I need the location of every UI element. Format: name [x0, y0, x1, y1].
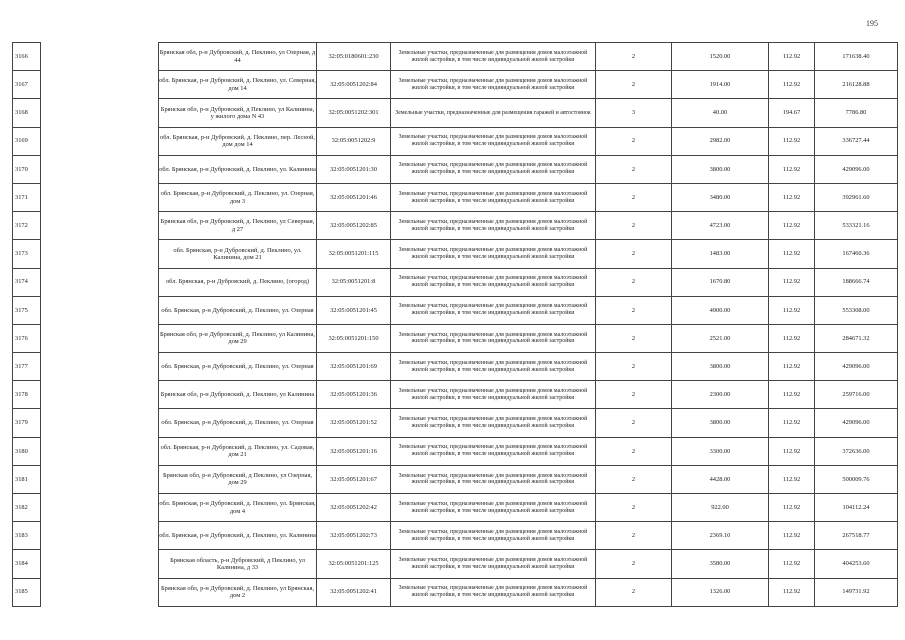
- specific-value-cell: 112.92: [769, 212, 815, 240]
- table-row: [13, 578, 898, 606]
- address-cell: обл. Брянская, р-н Дубровский, д. Пеклино, ул. Озерная: [159, 296, 317, 324]
- table-row: [13, 127, 898, 155]
- row-number-cell: 3180: [13, 437, 41, 465]
- table-row: [13, 240, 898, 268]
- address-cell: Брянская обл, р-н Дубровский, д. Пеклино, ул Северная, д 27: [159, 212, 317, 240]
- specific-value-cell: 112.92: [769, 183, 815, 211]
- address-cell: Брянская область, р-н Дубровский, д Пеклино, ул Калинина, д 33: [159, 550, 317, 578]
- use-type-code-cell: 2: [596, 578, 672, 606]
- spacer-cell: [41, 324, 159, 352]
- land-use-purpose-cell: Земельные участки, предназначенные для размещения домов малоэтажной жилой застройки, в том числе индивидуальной жилой застройки: [391, 353, 596, 381]
- use-type-code-cell: 2: [596, 437, 672, 465]
- area-cell: 3800.00: [672, 155, 769, 183]
- cadastral-value-cell: 171638.40: [815, 43, 898, 71]
- row-number-cell: 3185: [13, 578, 41, 606]
- spacer-cell: [41, 99, 159, 127]
- address-cell: обл. Брянская, р-н Дубровский, д. Пеклино, ул. Озерная: [159, 409, 317, 437]
- row-number-cell: 3168: [13, 99, 41, 127]
- address-cell: Брянская обл, р-н Дубровский, д. Пеклино, ул Брянская, дом 2: [159, 578, 317, 606]
- cadastral-value-cell: 533321.16: [815, 212, 898, 240]
- spacer-cell: [41, 240, 159, 268]
- row-number-cell: 3166: [13, 43, 41, 71]
- use-type-code-cell: 2: [596, 465, 672, 493]
- cadastral-number-cell: 32:05:0180601:230: [317, 43, 391, 71]
- address-cell: Брянская обл, р-н Дубровский, д. Пеклино, ул Озерная, д 44: [159, 43, 317, 71]
- land-use-purpose-cell: Земельные участки, предназначенные для размещения домов малоэтажной жилой застройки, в том числе индивидуальной жилой застройки: [391, 127, 596, 155]
- spacer-cell: [41, 437, 159, 465]
- table-row: [13, 381, 898, 409]
- cadastral-number-cell: 32:05:0051201:36: [317, 381, 391, 409]
- area-cell: 1670.80: [672, 268, 769, 296]
- area-cell: 4428.00: [672, 465, 769, 493]
- specific-value-cell: 112.92: [769, 465, 815, 493]
- table-row: [13, 43, 898, 71]
- land-use-purpose-cell: Земельные участки, предназначенные для размещения домов малоэтажной жилой застройки, в том числе индивидуальной жилой застройки: [391, 324, 596, 352]
- page-number: 195: [866, 19, 878, 28]
- spacer-cell: [41, 494, 159, 522]
- spacer-cell: [41, 465, 159, 493]
- land-use-purpose-cell: Земельные участки, предназначенные для размещения домов малоэтажной жилой застройки, в том числе индивидуальной жилой застройки: [391, 522, 596, 550]
- table-row: [13, 99, 898, 127]
- area-cell: 4723.00: [672, 212, 769, 240]
- cadastral-value-cell: 429096.00: [815, 155, 898, 183]
- row-number-cell: 3179: [13, 409, 41, 437]
- row-number-cell: 3172: [13, 212, 41, 240]
- cadastral-value-cell: 500009.76: [815, 465, 898, 493]
- land-use-purpose-cell: Земельные участки, предназначенные для размещения домов малоэтажной жилой застройки, в том числе индивидуальной жилой застройки: [391, 381, 596, 409]
- specific-value-cell: 112.92: [769, 43, 815, 71]
- table-row: [13, 437, 898, 465]
- cadastral-number-cell: 32:05:0051201:52: [317, 409, 391, 437]
- area-cell: 3800.00: [672, 353, 769, 381]
- use-type-code-cell: 2: [596, 409, 672, 437]
- land-use-purpose-cell: Земельные участки, предназначенные для размещения домов малоэтажной жилой застройки, в том числе индивидуальной жилой застройки: [391, 550, 596, 578]
- cadastral-value-cell: 284671.32: [815, 324, 898, 352]
- area-cell: 3300.00: [672, 437, 769, 465]
- spacer-cell: [41, 155, 159, 183]
- specific-value-cell: 112.92: [769, 578, 815, 606]
- area-cell: 1520.00: [672, 43, 769, 71]
- spacer-cell: [41, 212, 159, 240]
- address-cell: обл. Брянская, р-н Дубровский, д. Пеклино, ул. Брянская, дом 4: [159, 494, 317, 522]
- cadastral-number-cell: 32:05:0051201:125: [317, 550, 391, 578]
- cadastral-value-cell: 149731.92: [815, 578, 898, 606]
- table-row: [13, 155, 898, 183]
- specific-value-cell: 112.92: [769, 494, 815, 522]
- table-body: [13, 43, 898, 607]
- spacer-cell: [41, 550, 159, 578]
- cadastral-number-cell: 32:05:0051201:16: [317, 437, 391, 465]
- land-use-purpose-cell: Земельные участки, предназначенные для размещения гаражей и автостоянок: [391, 99, 596, 127]
- use-type-code-cell: 2: [596, 522, 672, 550]
- cadastral-value-cell: 553308.00: [815, 296, 898, 324]
- row-number-cell: 3174: [13, 268, 41, 296]
- row-number-cell: 3181: [13, 465, 41, 493]
- address-cell: Брянская обл, р-н Дубровский, д. Пеклино, ул Калинина: [159, 381, 317, 409]
- table-row: [13, 494, 898, 522]
- area-cell: 3800.00: [672, 409, 769, 437]
- area-cell: 1326.00: [672, 578, 769, 606]
- use-type-code-cell: 2: [596, 212, 672, 240]
- use-type-code-cell: 2: [596, 43, 672, 71]
- table-row: [13, 183, 898, 211]
- cadastral-number-cell: 32:05:0051201:115: [317, 240, 391, 268]
- cadastral-value-cell: 167460.36: [815, 240, 898, 268]
- use-type-code-cell: 2: [596, 268, 672, 296]
- table-row: [13, 353, 898, 381]
- row-number-cell: 3182: [13, 494, 41, 522]
- area-cell: 1914.00: [672, 71, 769, 99]
- specific-value-cell: 112.92: [769, 437, 815, 465]
- use-type-code-cell: 2: [596, 353, 672, 381]
- specific-value-cell: 112.92: [769, 381, 815, 409]
- address-cell: обл. Брянская, р-н Дубровский, д. Пеклино, ул. Садовая, дом 21: [159, 437, 317, 465]
- area-cell: 2300.00: [672, 381, 769, 409]
- cadastral-value-cell: 392961.60: [815, 183, 898, 211]
- land-use-purpose-cell: Земельные участки, предназначенные для размещения домов малоэтажной жилой застройки, в том числе индивидуальной жилой застройки: [391, 240, 596, 268]
- specific-value-cell: 112.92: [769, 324, 815, 352]
- use-type-code-cell: 2: [596, 127, 672, 155]
- cadastral-number-cell: 32:05:0051202:9: [317, 127, 391, 155]
- land-use-purpose-cell: Земельные участки, предназначенные для размещения домов малоэтажной жилой застройки, в том числе индивидуальной жилой застройки: [391, 409, 596, 437]
- cadastral-number-cell: 32:05:0051201:8: [317, 268, 391, 296]
- land-use-purpose-cell: Земельные участки, предназначенные для размещения домов малоэтажной жилой застройки, в том числе индивидуальной жилой застройки: [391, 268, 596, 296]
- cadastral-value-cell: 104112.24: [815, 494, 898, 522]
- table-row: [13, 409, 898, 437]
- land-use-purpose-cell: Земельные участки, предназначенные для размещения домов малоэтажной жилой застройки, в том числе индивидуальной жилой застройки: [391, 465, 596, 493]
- address-cell: Брянская обл, р-н Дубровский, д Пеклино, ул Калинина, у жилого дома N 43: [159, 99, 317, 127]
- spacer-cell: [41, 183, 159, 211]
- cadastral-number-cell: 32:05:0051202:84: [317, 71, 391, 99]
- area-cell: 2369.10: [672, 522, 769, 550]
- cadastral-value-cell: 216128.88: [815, 71, 898, 99]
- row-number-cell: 3177: [13, 353, 41, 381]
- use-type-code-cell: 2: [596, 381, 672, 409]
- land-use-purpose-cell: Земельные участки, предназначенные для размещения домов малоэтажной жилой застройки, в том числе индивидуальной жилой застройки: [391, 71, 596, 99]
- use-type-code-cell: 2: [596, 71, 672, 99]
- use-type-code-cell: 2: [596, 240, 672, 268]
- specific-value-cell: 112.92: [769, 409, 815, 437]
- use-type-code-cell: 2: [596, 155, 672, 183]
- cadastral-value-cell: 429096.00: [815, 409, 898, 437]
- area-cell: 3480.00: [672, 183, 769, 211]
- area-cell: 2521.00: [672, 324, 769, 352]
- specific-value-cell: 112.92: [769, 522, 815, 550]
- use-type-code-cell: 3: [596, 99, 672, 127]
- area-cell: 40.00: [672, 99, 769, 127]
- area-cell: 4900.00: [672, 296, 769, 324]
- cadastral-number-cell: 32:05:0051201:46: [317, 183, 391, 211]
- address-cell: обл. Брянская, р-н Дубровский, д. Пеклино, (огород): [159, 268, 317, 296]
- use-type-code-cell: 2: [596, 296, 672, 324]
- land-use-purpose-cell: Земельные участки, предназначенные для размещения домов малоэтажной жилой застройки, в том числе индивидуальной жилой застройки: [391, 155, 596, 183]
- address-cell: обл. Брянская, р-н Дубровский, д. Пеклино, пер. Лесной, дом дом 14: [159, 127, 317, 155]
- cadastral-number-cell: 32:05:0051202:42: [317, 494, 391, 522]
- spacer-cell: [41, 268, 159, 296]
- cadastral-value-cell: 267518.77: [815, 522, 898, 550]
- use-type-code-cell: 2: [596, 183, 672, 211]
- table-row: [13, 522, 898, 550]
- cadastral-value-cell: 404253.60: [815, 550, 898, 578]
- table-row: [13, 268, 898, 296]
- land-use-purpose-cell: Земельные участки, предназначенные для размещения домов малоэтажной жилой застройки, в том числе индивидуальной жилой застройки: [391, 296, 596, 324]
- row-number-cell: 3176: [13, 324, 41, 352]
- address-cell: обл. Брянская, р-н Дубровский, д. Пеклино, ул. Калинина: [159, 155, 317, 183]
- land-use-purpose-cell: Земельные участки, предназначенные для размещения домов малоэтажной жилой застройки, в том числе индивидуальной жилой застройки: [391, 437, 596, 465]
- land-use-purpose-cell: Земельные участки, предназначенные для размещения домов малоэтажной жилой застройки, в том числе индивидуальной жилой застройки: [391, 578, 596, 606]
- row-number-cell: 3175: [13, 296, 41, 324]
- table-row: [13, 71, 898, 99]
- table-row: [13, 465, 898, 493]
- land-use-purpose-cell: Земельные участки, предназначенные для размещения домов малоэтажной жилой застройки, в том числе индивидуальной жилой застройки: [391, 183, 596, 211]
- cadastral-value-cell: 188666.74: [815, 268, 898, 296]
- address-cell: обл. Брянская, р-н Дубровский, д. Пеклино, ул. Озерная, дом 3: [159, 183, 317, 211]
- cadastral-value-cell: 7786.80: [815, 99, 898, 127]
- spacer-cell: [41, 71, 159, 99]
- cadastral-value-table: [12, 42, 898, 607]
- specific-value-cell: 112.92: [769, 353, 815, 381]
- spacer-cell: [41, 381, 159, 409]
- spacer-cell: [41, 522, 159, 550]
- specific-value-cell: 194.67: [769, 99, 815, 127]
- cadastral-number-cell: 32:05:0051201:67: [317, 465, 391, 493]
- address-cell: Брянская обл, р-н Дубровский, д. Пеклино, ул Калинина, дом 29: [159, 324, 317, 352]
- specific-value-cell: 112.92: [769, 550, 815, 578]
- cadastral-value-cell: 336727.44: [815, 127, 898, 155]
- cadastral-number-cell: 32:05:0051202:73: [317, 522, 391, 550]
- cadastral-number-cell: 32:05:0051201:45: [317, 296, 391, 324]
- specific-value-cell: 112.92: [769, 71, 815, 99]
- spacer-cell: [41, 578, 159, 606]
- area-cell: 3580.00: [672, 550, 769, 578]
- use-type-code-cell: 2: [596, 550, 672, 578]
- land-use-purpose-cell: Земельные участки, предназначенные для размещения домов малоэтажной жилой застройки, в том числе индивидуальной жилой застройки: [391, 212, 596, 240]
- cadastral-number-cell: 32:05:0051202:41: [317, 578, 391, 606]
- row-number-cell: 3170: [13, 155, 41, 183]
- row-number-cell: 3167: [13, 71, 41, 99]
- address-cell: Брянская обл, р-н Дубровский, д Пеклино, ул Озерная, дом 29: [159, 465, 317, 493]
- cadastral-number-cell: 32:05:0051202:85: [317, 212, 391, 240]
- area-cell: 922.00: [672, 494, 769, 522]
- spacer-cell: [41, 43, 159, 71]
- specific-value-cell: 112.92: [769, 155, 815, 183]
- address-cell: обл. Брянская, р-н Дубровский, д. Пеклино, ул. Калинина, дом 21: [159, 240, 317, 268]
- cadastral-number-cell: 32:05:0051201:69: [317, 353, 391, 381]
- specific-value-cell: 112.92: [769, 268, 815, 296]
- row-number-cell: 3171: [13, 183, 41, 211]
- area-cell: 2982.00: [672, 127, 769, 155]
- land-use-purpose-cell: Земельные участки, предназначенные для размещения домов малоэтажной жилой застройки, в том числе индивидуальной жилой застройки: [391, 43, 596, 71]
- address-cell: обл. Брянская, р-н Дубровский, д. Пеклино, ул. Северная, дом 14: [159, 71, 317, 99]
- address-cell: обл. Брянская, р-н Дубровский, д. Пеклино, ул. Калинина: [159, 522, 317, 550]
- use-type-code-cell: 2: [596, 324, 672, 352]
- specific-value-cell: 112.92: [769, 240, 815, 268]
- cadastral-number-cell: 32:05:0051201:30: [317, 155, 391, 183]
- area-cell: 1483.00: [672, 240, 769, 268]
- cadastral-value-cell: 259716.00: [815, 381, 898, 409]
- address-cell: обл. Брянская, р-н Дубровский, д. Пеклино, ул. Озерная: [159, 353, 317, 381]
- specific-value-cell: 112.92: [769, 127, 815, 155]
- specific-value-cell: 112.92: [769, 296, 815, 324]
- spacer-cell: [41, 296, 159, 324]
- cadastral-value-cell: 429096.00: [815, 353, 898, 381]
- row-number-cell: 3173: [13, 240, 41, 268]
- spacer-cell: [41, 353, 159, 381]
- spacer-cell: [41, 409, 159, 437]
- table-row: [13, 212, 898, 240]
- cadastral-number-cell: 32:05:0051202:301: [317, 99, 391, 127]
- cadastral-value-cell: 372636.00: [815, 437, 898, 465]
- table-row: [13, 550, 898, 578]
- row-number-cell: 3169: [13, 127, 41, 155]
- row-number-cell: 3178: [13, 381, 41, 409]
- use-type-code-cell: 2: [596, 494, 672, 522]
- land-use-purpose-cell: Земельные участки, предназначенные для размещения домов малоэтажной жилой застройки, в том числе индивидуальной жилой застройки: [391, 494, 596, 522]
- row-number-cell: 3183: [13, 522, 41, 550]
- table-row: [13, 296, 898, 324]
- spacer-cell: [41, 127, 159, 155]
- table-row: [13, 324, 898, 352]
- row-number-cell: 3184: [13, 550, 41, 578]
- cadastral-number-cell: 32:05:0051201:150: [317, 324, 391, 352]
